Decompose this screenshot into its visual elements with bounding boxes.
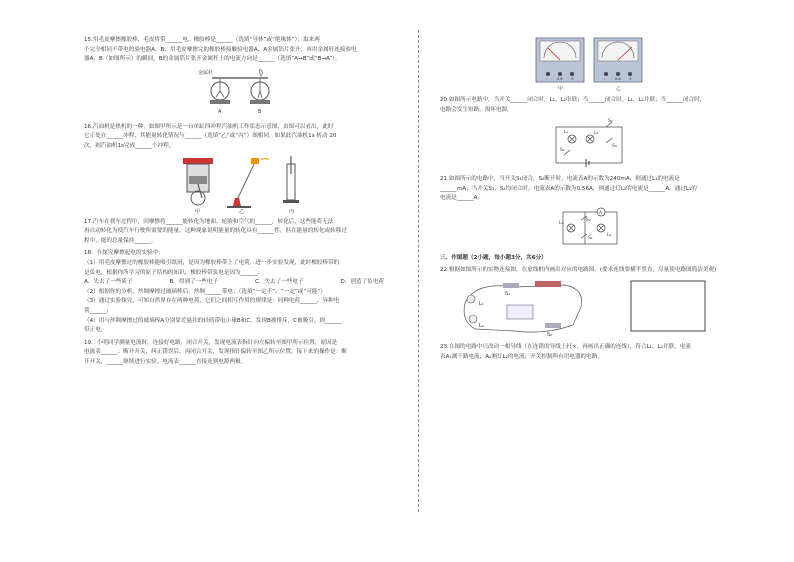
- q18-line3: 是负电，根据你所学习的原子结构的知识，橡胶棒带负电是因为______；: [84, 269, 264, 276]
- label-b: B: [258, 108, 262, 115]
- switch-s3: [606, 138, 612, 143]
- lamp-l1: [467, 295, 475, 303]
- q18-line5: （2）根据你的分析，丝绸摩擦过玻璃棒后，丝绸______带电；（选填“一定不”、“一定”或“可能”）: [84, 288, 326, 295]
- choice-c: C．失去了一些电子: [254, 279, 304, 286]
- left-column: [84, 36, 406, 370]
- choice-b: B．得到了一些电子: [169, 279, 219, 286]
- right-column: [440, 34, 740, 365]
- svg-text:S₂: S₂: [586, 217, 591, 223]
- q19-line1: 19．小明同学测量电流时，连接好电路，闭合开关，发现电流表指针向左偏转至图甲所示位置，原因是: [84, 339, 338, 346]
- q22-line1: 22.根据如图所示的实物连接图，在虚线框内画出对应的电路图。(要求连线要横平竖直，尽量使电路图简洁美观): [440, 266, 717, 273]
- q16-line1: 16.汽油机是热机的一种，如图甲所示是一台单缸四冲程汽油机工作状态示意图，由图可以看出，此时: [84, 123, 334, 130]
- q23-line1: 23.在图的电路中只改动一根导线（在连错的导线上打×，再画出正确的连线），符合L₁、L₂并联，电流: [440, 344, 691, 351]
- fig-label-jia: 甲: [195, 208, 201, 214]
- label-a: A: [218, 108, 222, 115]
- svg-text:-: -: [604, 77, 606, 81]
- svg-text:S₁: S₁: [505, 291, 511, 298]
- q22-figure: [455, 277, 725, 339]
- q18-line8: （4）用与丝绸摩擦过的玻璃棒A分别靠近悬挂的轻质带电小球B和C，发现B被排斥，C被吸引，则______: [84, 317, 342, 324]
- svg-text:3: 3: [571, 77, 574, 81]
- physical-circuit: [464, 281, 582, 338]
- q21-line2: ______mA；当开关S₁、S₂均闭合时，电流表A的示数为0.56A，则通过灯L₂的电流是______A，通过L₁的: [440, 185, 697, 192]
- svg-text:L₁: L₁: [559, 220, 564, 226]
- svg-text:0.6: 0.6: [557, 77, 563, 81]
- svg-text:A: A: [599, 210, 603, 216]
- q18-choices: [84, 278, 384, 288]
- q17-line1: 17.汽车在刹车过程中，因摩擦将______能转化为地面、轮胎和空气的______，转化后，这些能将无法: [84, 218, 334, 225]
- ammeter-left: [536, 38, 584, 82]
- q18-line1: 18．在探究摩擦起电的实验中：: [84, 250, 164, 257]
- ammeter-right: [594, 38, 642, 82]
- column-divider: [418, 30, 419, 512]
- question-22: [440, 266, 740, 340]
- metal-rod: [212, 77, 268, 79]
- svg-text:-: -: [546, 77, 548, 81]
- ammeter: [507, 305, 533, 319]
- question-17: [84, 218, 406, 247]
- question-21: [440, 175, 740, 250]
- svg-text:S₂: S₂: [608, 119, 613, 125]
- q15-line2: 个完全相同不带电的验电器A，B，用毛皮摩擦完的橡胶棒接触验电器A，A金属箔片张开，再用金属杆连接验电: [84, 46, 357, 53]
- question-16: [84, 123, 406, 214]
- question-20: [440, 96, 740, 171]
- svg-text:L₁: L₁: [479, 301, 484, 308]
- switch-s1: [581, 234, 587, 238]
- q16-line3: 次，则汽油机1s完成______个冲程。: [84, 142, 175, 149]
- lamp-l2: [469, 315, 477, 323]
- ammeter-figure: [530, 36, 650, 92]
- terminal-neg: [546, 72, 550, 76]
- hand-icon: [260, 69, 263, 76]
- svg-text:S₁: S₁: [560, 148, 565, 154]
- rod-label: 金属杆: [198, 69, 214, 76]
- q15-line1: 15.用毛皮摩擦橡胶棒，毛皮将带______电，橡胶棒是______（选填“导体”或“绝缘体”）；取来两: [84, 37, 320, 43]
- q17-line2: 再自动转化为使汽车行驶所需要的能量，这种现象说明能量的转化具有______性，但在能量的转化或转移过: [84, 228, 347, 235]
- q23-line2: 表A₁测干路电流，A₂测灯L₂的电流，开关控制所有用电器的电路。: [440, 353, 603, 360]
- q20-line1: 20.如图所示电路中，当开关______闭合时，L₁、L₂串联；当______闭合时，L₁、L₂并联；当______闭合时，: [440, 97, 706, 103]
- heating-tube-diagram: [227, 158, 269, 208]
- question-18: [84, 249, 406, 335]
- svg-text:L₂: L₂: [607, 232, 612, 238]
- svg-text:S₃: S₃: [612, 144, 617, 150]
- terminal-3: [570, 72, 574, 76]
- q15-line3: 器A，B（如图所示）的瞬间，B的金属箔片张开金属杆上的电流方向是______（选填“A→B”或“B→A”）。: [84, 56, 341, 63]
- q21-line1: 21.如图所示的电路中，当开关S₁闭合，S₂断开时，电流表A的示数为240mA，则通过L₁的电流是: [440, 176, 680, 183]
- svg-text:S₁: S₁: [588, 235, 593, 241]
- svg-text:0.6: 0.6: [615, 77, 621, 81]
- choice-d: D．创造了负电荷: [340, 279, 384, 286]
- svg-text:L₂: L₂: [479, 323, 484, 330]
- q18-line7: 荷______；: [84, 307, 112, 314]
- switch-s1: [564, 150, 570, 155]
- terminal-06: [558, 72, 562, 76]
- q17-line3: 程中，能的总量保持______。: [84, 237, 157, 244]
- battery-pack: [535, 281, 561, 287]
- fig-label-bing: 丙: [289, 208, 295, 214]
- svg-text:S₂: S₂: [547, 332, 553, 339]
- q18-line2: （1）用毛皮摩擦过的橡胶棒能吸引纸屑，是因为橡胶棒带上了电荷，进一步实验发现，此时橡胶棒带的: [84, 259, 340, 266]
- switch-s1: [503, 283, 519, 288]
- q19-line2: 电流表______；断开开关，纠正错误后，再闭合开关，发现指针偏转至图乙所示位置，接下来的操作是：断: [84, 349, 347, 356]
- question-19: [84, 339, 406, 368]
- choice-a: A．失去了一些质子: [84, 279, 133, 286]
- q19-line3: 开开关，______继续进行实验。电流表______直接连到电源两极。: [84, 358, 247, 365]
- switch-s2: [545, 323, 561, 328]
- svg-text:L₁: L₁: [564, 130, 569, 136]
- circuit-q20: [550, 117, 630, 171]
- meter-label-jia: 甲: [558, 86, 564, 92]
- section-3-title: 三、作图题（2小题，每小题3分，共6分）: [440, 254, 547, 261]
- q16-line2: 它正处在______冲程，其能量转化情况与______（选填“乙”或“丙”）图相同，如果此汽油机1s 转动 20: [84, 133, 337, 140]
- engine-figure: [175, 154, 315, 214]
- svg-text:3: 3: [629, 77, 632, 81]
- q21-line3: 电流是______A。: [440, 195, 483, 202]
- circuit-q21: [555, 206, 625, 250]
- question-15: [84, 36, 406, 119]
- q18-line9: 带正电。: [84, 327, 107, 334]
- drawing-box[interactable]: [631, 281, 705, 331]
- svg-text:L₂: L₂: [594, 131, 599, 137]
- q18-line6: （3）通过实验探究，可知自然界存在两种电荷，它们之间相互作用的规律是：同种电荷______，异种电: [84, 298, 340, 305]
- q20-line2: 电路会发生短路，损坏电源。: [440, 106, 513, 113]
- meter-label-yi: 乙: [616, 86, 622, 92]
- electroscope-figure: [190, 67, 300, 119]
- syringe-diagram: [283, 156, 299, 203]
- engine-cylinder-diagram: [183, 158, 213, 205]
- question-23: [440, 343, 740, 362]
- fig-label-yi: 乙: [239, 208, 245, 214]
